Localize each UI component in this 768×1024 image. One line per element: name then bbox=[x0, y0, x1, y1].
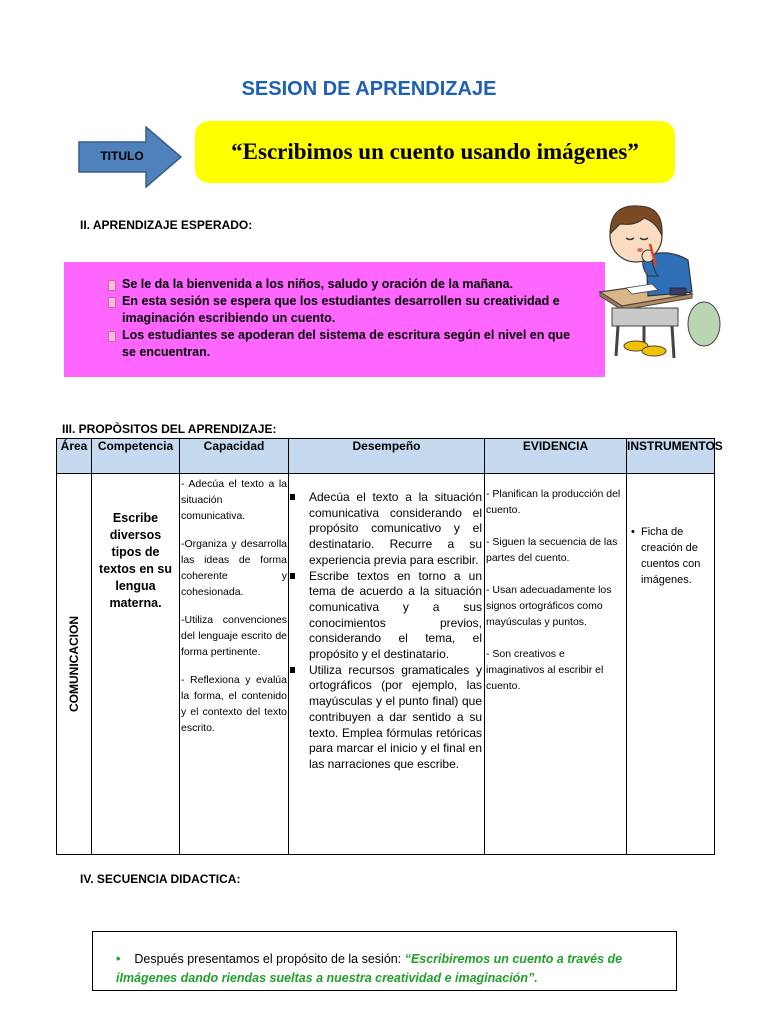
evidencia-item: - Planifican la producción del cuento. bbox=[486, 488, 621, 516]
bullet-icon bbox=[108, 280, 116, 291]
capacidad-item: - Adecúa el texto a la situación comunicativa. bbox=[181, 478, 287, 522]
bullet-icon bbox=[108, 331, 116, 342]
column-header: Desempeño bbox=[289, 439, 485, 474]
list-item: Los estudiantes se apoderan del sistema de escritura según el nivel en que se encuentran. bbox=[108, 327, 578, 361]
evidencia-cell bbox=[485, 474, 627, 855]
learning-purposes-table bbox=[56, 438, 723, 855]
column-header: INSTRUMENTOS bbox=[627, 439, 715, 474]
title-tag: TITULO bbox=[100, 149, 144, 163]
bullet-icon: • bbox=[631, 526, 635, 538]
purpose-text-block bbox=[116, 950, 666, 988]
expected-learning-list bbox=[108, 276, 578, 361]
page-title: SESION DE APRENDIZAJE bbox=[241, 78, 497, 100]
area-cell bbox=[57, 474, 92, 855]
column-header: Área bbox=[57, 439, 92, 474]
student-writing-illustration bbox=[596, 196, 726, 368]
session-title: “Escribimos un cuento usando imágenes” bbox=[231, 139, 639, 165]
desempeno-cell bbox=[289, 474, 485, 855]
capacidad-item: -Organiza y desarrolla las ideas de forma coherente y cohesionada. bbox=[181, 538, 287, 598]
purpose-intro: Después presentamos el propósito de la sesión: bbox=[134, 952, 405, 966]
desempeno-item: Escribe textos en torno a un tema de acuerdo a la situación comunicativa y a sus conocimientos previos, considerando el tema, el propósito y el destinatario. bbox=[309, 568, 482, 662]
section-3-heading: III. PROPÒSITOS DEL APRENDIZAJE: bbox=[62, 422, 277, 436]
list-item: En esta sesión se espera que los estudiantes desarrollen su creatividad e imaginación escribiendo un cuento. bbox=[108, 293, 578, 327]
desempeno-item: Utiliza recursos gramaticales y ortográficos (por ejemplo, las mayúsculas y el punto final) que contribuyen a dar sentido a su texto. Emplea fórmulas retóricas para marcar el inicio y el final en las narraciones que escribe. bbox=[309, 662, 482, 771]
bullet-icon: • bbox=[116, 952, 121, 966]
area-label: COMUNICACION bbox=[67, 616, 81, 712]
competencia-cell bbox=[92, 474, 180, 855]
column-header: Competencia bbox=[92, 439, 180, 474]
capacidad-item: -Utiliza convenciones del lenguaje escrito de forma pertinente. bbox=[181, 614, 287, 658]
evidencia-item: - Siguen la secuencia de las partes del cuento. bbox=[486, 536, 618, 564]
desempeno-item: Adecúa el texto a la situación comunicativa considerando el propósito comunicativo y el destinatario. Recurre a su experiencia previa para escribir. bbox=[309, 490, 482, 567]
bullet-icon bbox=[108, 297, 116, 308]
table-row bbox=[57, 474, 715, 855]
column-header: EVIDENCIA bbox=[485, 439, 627, 474]
column-header: Capacidad bbox=[180, 439, 289, 474]
evidencia-item: - Usan adecuadamente los signos ortográficos como mayúsculas y puntos. bbox=[486, 584, 612, 628]
section-2-heading: II. APRENDIZAJE ESPERADO: bbox=[80, 218, 253, 232]
purpose-quote: “Escribiremos un cuento a través de iImágenes dando riendas sueltas a nuestra creatividad e imaginación”. bbox=[116, 952, 623, 985]
instrumento-text: Ficha de creación de cuentos con imágenes. bbox=[641, 526, 701, 586]
evidencia-item: - Son creativos e imaginativos al escribir el cuento. bbox=[486, 648, 604, 692]
capacidad-item: - Reflexiona y evalúa la forma, el contenido y el contexto del texto escrito. bbox=[181, 674, 287, 734]
list-item: Se le da la bienvenida a los niños, saludo y oración de la mañana. bbox=[108, 276, 578, 293]
table-header-row bbox=[57, 439, 715, 474]
section-4-heading: IV. SECUENCIA DIDACTICA: bbox=[80, 872, 241, 886]
competencia-text: Escribe diversos tipos de textos en su lengua materna. bbox=[99, 511, 172, 610]
capacidad-cell bbox=[180, 474, 289, 855]
session-title-box bbox=[195, 121, 675, 183]
instrumento-cell bbox=[627, 474, 715, 855]
